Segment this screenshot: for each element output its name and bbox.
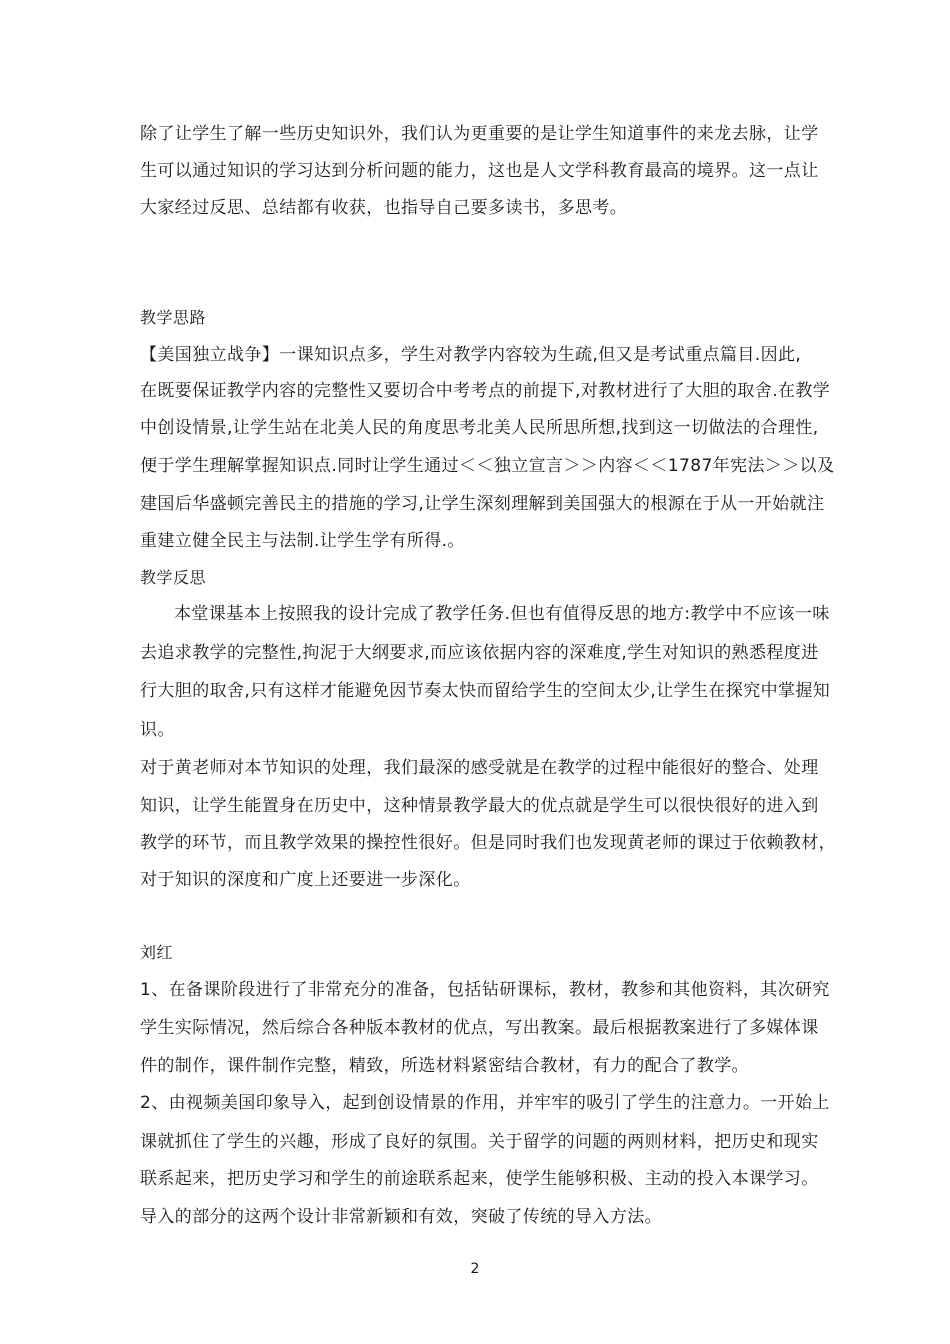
comment-huang-line: 知识，让学生能置身在历史中，这种情景教学最大的优点就是学生可以很快很好的进入到: [140, 796, 819, 816]
comment-huang-line: 对于黄老师对本节知识的处理，我们最深的感受就是在教学的过程中能很好的整合、处理: [140, 758, 819, 778]
teaching-idea-line: 便于学生理解掌握知识点.同时让学生通过＜＜独立宣言＞＞内容＜＜1787年宪法＞＞以及: [140, 456, 835, 476]
teaching-idea-line: 在既要保证教学内容的完整性又要切合中考考点的前提下,对教材进行了大胆的取舍.在教学: [140, 381, 831, 401]
reflection-line: 去追求教学的完整性,拘泥于大纲要求,而应该依据内容的深难度,学生对知识的熟悉程度进: [140, 643, 819, 663]
liu-hong-line: 导入的部分的这两个设计非常新颖和有效，突破了传统的导入方法。: [140, 1207, 662, 1227]
teaching-idea-line: 中创设情景,让学生站在北美人民的角度思考北美人民所思所想,找到这一切做法的合理性,: [140, 418, 819, 438]
liu-hong-line: 学生实际情况，然后综合各种版本教材的优点，写出教案。最后根据教案进行了多媒体课: [140, 1018, 819, 1038]
comment-huang-line: 教学的环节，而且教学效果的操控性很好。但是同时我们也发现黄老师的课过于依赖教材，: [140, 833, 836, 853]
teaching-idea-line: 建国后华盛顿完善民主的措施的学习,让学生深刻理解到美国强大的根源在于从一开始就注: [140, 494, 825, 514]
teaching-idea-line: 【美国独立战争】一课知识点多，学生对教学内容较为生疏,但又是考试重点篇目.因此,: [140, 345, 802, 365]
page-number: 2: [470, 1261, 480, 1277]
liu-hong-line: 1、在备课阶段进行了非常充分的准备，包括钻研课标，教材，教参和其他资料，其次研究: [140, 980, 830, 1000]
liu-hong-line: 课就抓住了学生的兴趣，形成了良好的氛围。关于留学的问题的两则材料，把历史和现实: [140, 1132, 819, 1152]
liu-hong-line: 2、由视频美国印象导入，起到创设情景的作用，并牢牢的吸引了学生的注意力。一开始上: [140, 1093, 830, 1113]
reflection-line: 本堂课基本上按照我的设计完成了教学任务.但也有值得反思的地方:教学中不应该一味: [174, 604, 830, 624]
intro-line: 除了让学生了解一些历史知识外，我们认为更重要的是让学生知道事件的来龙去脉，让学: [140, 124, 819, 144]
liu-hong-line: 件的制作，课件制作完整，精致，所选材料紧密结合教材，有力的配合了教学。: [140, 1056, 749, 1076]
reflection-line: 行大胆的取舍,只有这样才能避免因节奏太快而留给学生的空间太少,让学生在探究中掌握知: [140, 681, 831, 701]
comment-huang-line: 对于知识的深度和广度上还要进一步深化。: [140, 870, 471, 890]
reflection-heading: 教学反思: [140, 568, 207, 587]
reflection-line: 识。: [140, 720, 175, 740]
liu-hong-name: 刘红: [140, 943, 174, 962]
liu-hong-line: 联系起来，把历史学习和学生的前途联系起来，使学生能够积极、主动的投入本课学习。: [140, 1169, 819, 1189]
teaching-idea-heading: 教学思路: [140, 308, 207, 327]
teaching-idea-line: 重建立健全民主与法制.让学生学有所得.。: [140, 531, 465, 551]
intro-line: 生可以通过知识的学习达到分析问题的能力，这也是人文学科教育最高的境界。这一点让: [140, 161, 819, 181]
intro-line: 大家经过反思、总结都有收获，也指导自己要多读书，多思考。: [140, 198, 628, 218]
